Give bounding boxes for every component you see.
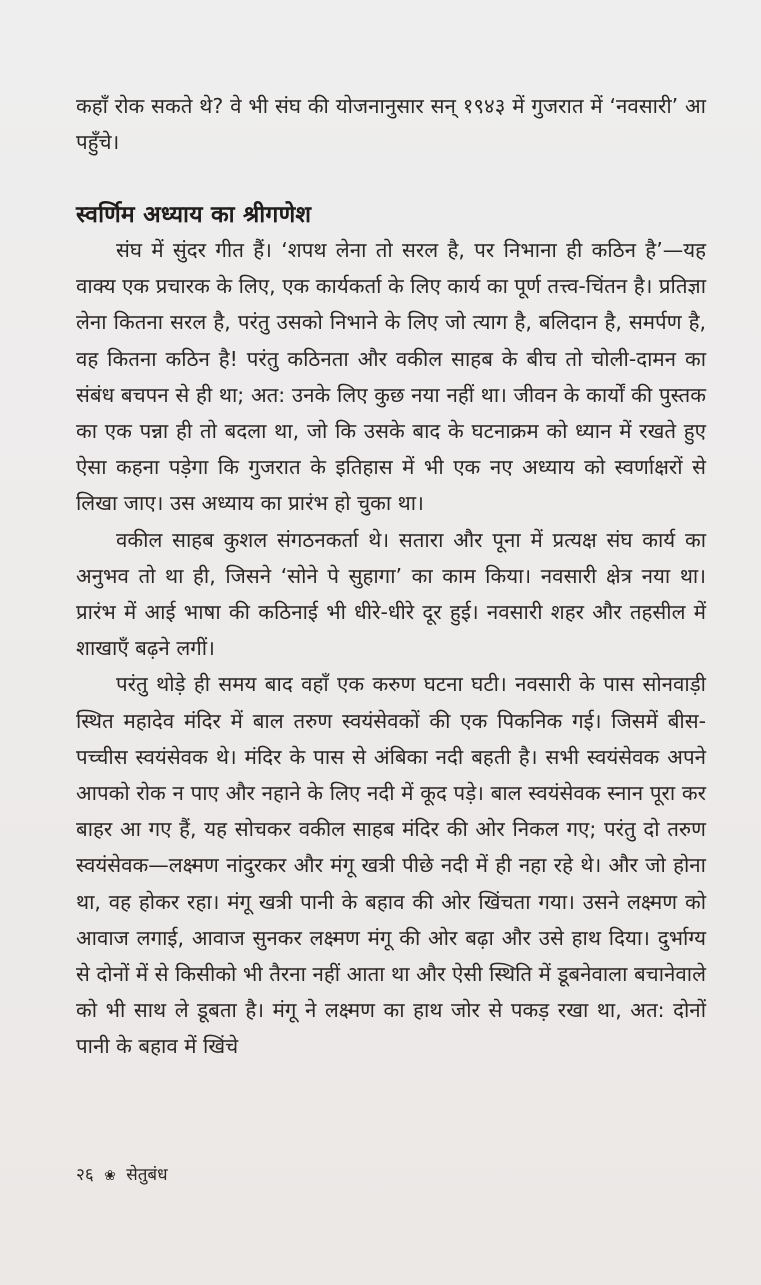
section-heading: स्वर्णिम अध्याय का श्रीगणेश (76, 202, 312, 228)
flower-ornament-icon: ❀ (104, 1168, 116, 1184)
paragraph-2: वकील साहब कुशल संगठनकर्ता थे। सतारा और पूना में प्रत्यक्ष संघ कार्य का अनुभव तो था ही, जिसने ‘सोने पे सुहागा’ का काम किया। नवसारी क्षेत्र नया था। प्रारंभ में आई भाषा की कठिनाई भी धीरे-धीरे दूर हुई। नवसारी शहर और तहसील में शाखाएँ बढ़ने लगीं। (76, 527, 706, 661)
book-title: सेतुबंध (126, 1165, 168, 1185)
page-footer (76, 1162, 168, 1185)
paragraph-1: संघ में सुंदर गीत हैं। ‘शपथ लेना तो सरल है, पर निभाना ही कठिन है’—यह वाक्य एक प्रचारक के लिए, एक कार्यकर्ता के लिए कार्य का पूर्ण तत्त्व-चिंतन है। प्रतिज्ञा लेना कितना सरल है, परंतु उसको निभाने के लिए जो त्याग है, बलिदान है, समर्पण है, वह कितना कठिन है! परंतु कठिनता और वकील साहब के बीच तो चोली-दामन का संबंध बचपन से ही था; अत: उनके लिए कुछ नया नहीं था। जीवन के कार्यों की पुस्तक का एक पन्ना ही तो बदला था, जो कि उसके बाद के घटनाक्रम को ध्यान में रखते हुए ऐसा कहना पड़ेगा कि गुजरात के इतिहास में भी एक नए अध्याय को स्वर्णाक्षरों से लिखा जाए। उस अध्याय का प्रारंभ हो चुका था। (76, 238, 706, 516)
intro-paragraph-block (76, 88, 706, 160)
intro-paragraph: कहाँ रोक सकते थे? वे भी संघ की योजनानुसार सन् १९४३ में गुजरात में ‘नवसारी’ आ पहुँचे। (76, 94, 706, 155)
main-text-block (76, 232, 706, 1065)
page-number: २६ (76, 1165, 94, 1185)
paragraph-3: परंतु थोड़े ही समय बाद वहाँ एक करुण घटना घटी। नवसारी के पास सोनवाड़ी स्थित महादेव मंदिर में बाल तरुण स्वयंसेवकों की एक पिकनिक गई। जिसमें बीस-पच्चीस स्वयंसेवक थे। मंदिर के पास से अंबिका नदी बहती है। सभी स्वयंसेवक अपने आपको रोक न पाए और नहाने के लिए नदी में कूद पड़े। बाल स्वयंसेवक स्नान पूरा कर बाहर आ गए हैं, यह सोचकर वकील साहब मंदिर की ओर निकल गए; परंतु दो तरुण स्वयंसेवक—लक्ष्मण नांदुरकर और मंगू खत्री पीछे नदी में ही नहा रहे थे। और जो होना था, वह होकर रहा। मंगू खत्री पानी के बहाव की ओर खिंचता गया। उसने लक्ष्मण को आवाज लगाई, आवाज सुनकर लक्ष्मण मंगू की ओर बढ़ा और उसे हाथ दिया। दुर्भाग्य से दोनों में से किसीको भी तैरना नहीं आता था और ऐसी स्थिति में डूबनेवाला बचानेवाले को भी साथ ले डूबता है। मंगू ने लक्ष्मण का हाथ जोर से पकड़ रखा था, अत: दोनों पानी के बहाव में खिंचे (76, 672, 706, 1059)
